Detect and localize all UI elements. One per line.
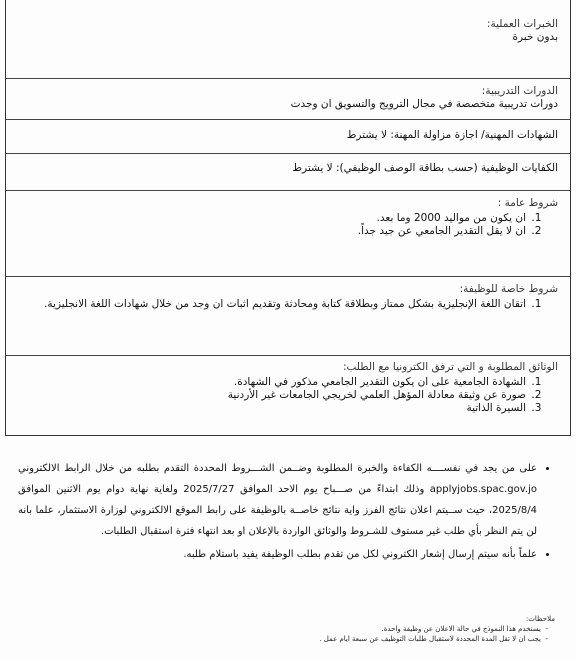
competencies-row <box>6 154 570 191</box>
certificates-row <box>6 120 570 154</box>
instruction-bullet: • علماً بأنه سيتم إرسال إشعار الكتروني لكل من تقدم بطلب الوظيفة يفيد باستلام طلبه. <box>18 544 537 565</box>
general-condition-item: 1. ان يكون من مواليد 2000 وما بعد. <box>14 212 528 225</box>
instruction-bullet: • على من يجد في نفســــه الكفاءة والخبرة المطلوبة وضــمن الشـــروط المحددة التقدم بطلبه من خلال الرابط الالكتروني applyjobs.spac.gov.jo وذلك ابتداءً من صـــباح يوم الاحد الموافق 2025/7/27 ولغاية نهاية دوام يوم الاثنين الموافق 2025/8/4، حيث ســيتم اعلان نتائج الفرز واية نتائج خاصــة بالوظيفة على رابط الموقع الالكتروني لوزارة الاستثمار، علما بانه لن يتم النظر بأي طلب غير مستوف للشـروط والوثائق الواردة بالإعلان او بعد انتهاء فترة استقبال الطلبات. <box>18 458 537 542</box>
competencies-text: الكفايات الوظيفية (حسب بطاقة الوصف الوظيفي): لا يشترط <box>292 162 558 174</box>
special-condition-item: 1. اتقان اللغة الإنجليزية بشكل ممتاز وبطلاقة كتابة ومحادثة وتقديم اثبات ان وجد من خلال شهادات اللغة الانجليزية. <box>14 298 528 311</box>
training-label: الدورات التدريبية: <box>481 85 558 97</box>
general-conditions-row <box>6 191 570 277</box>
experience-label: الخبرات العملية: <box>486 18 558 30</box>
application-instructions <box>18 458 555 567</box>
document-item: 1. الشهادة الجامعية على ان يكون التقدير الجامعي مذكور في الشهادة. <box>14 376 528 389</box>
note-item: - يجب ان لا تقل المدة المحددة لاستقبال طلبات التوظيف عن سبعة ايام عمل . <box>30 634 541 644</box>
notes-label: ملاحظات: <box>525 615 555 623</box>
special-conditions-label: شروط خاصة للوظيفة: <box>459 283 558 295</box>
training-value: دورات تدريبية متخصصة في مجال الترويج والتسويق ان وجدت <box>290 98 558 110</box>
requirements-table <box>5 0 571 436</box>
documents-row <box>6 356 570 436</box>
general-condition-item: 2. ان لا يقل التقدير الجامعي عن جيد جداً. <box>14 225 528 238</box>
general-conditions-list <box>14 212 558 238</box>
experience-value: بدون خبرة <box>512 31 558 43</box>
notes-section <box>30 614 555 644</box>
training-row <box>6 79 570 120</box>
general-conditions-label: شروط عامة : <box>497 197 558 209</box>
experience-row <box>6 0 570 79</box>
document-item: 3. السيرة الذاتية <box>14 402 528 415</box>
note-item: - يستخدم هذا النموذج في حالة الاعلان عن وظيفة واحدة. <box>30 624 541 634</box>
special-conditions-row <box>6 277 570 356</box>
documents-label: الوثائق المطلوبة و التي ترفق الكترونيا مع الطلب: <box>342 361 558 373</box>
document-item: 2. صورة عن وثيقة معادلة المؤهل العلمي لخريجي الجامعات غير الأردنية <box>14 389 528 402</box>
special-conditions-list <box>14 298 558 311</box>
documents-list <box>14 376 558 415</box>
certificates-text: الشهادات المهنية/ اجازة مزاولة المهنة: لا يشترط <box>346 129 558 141</box>
